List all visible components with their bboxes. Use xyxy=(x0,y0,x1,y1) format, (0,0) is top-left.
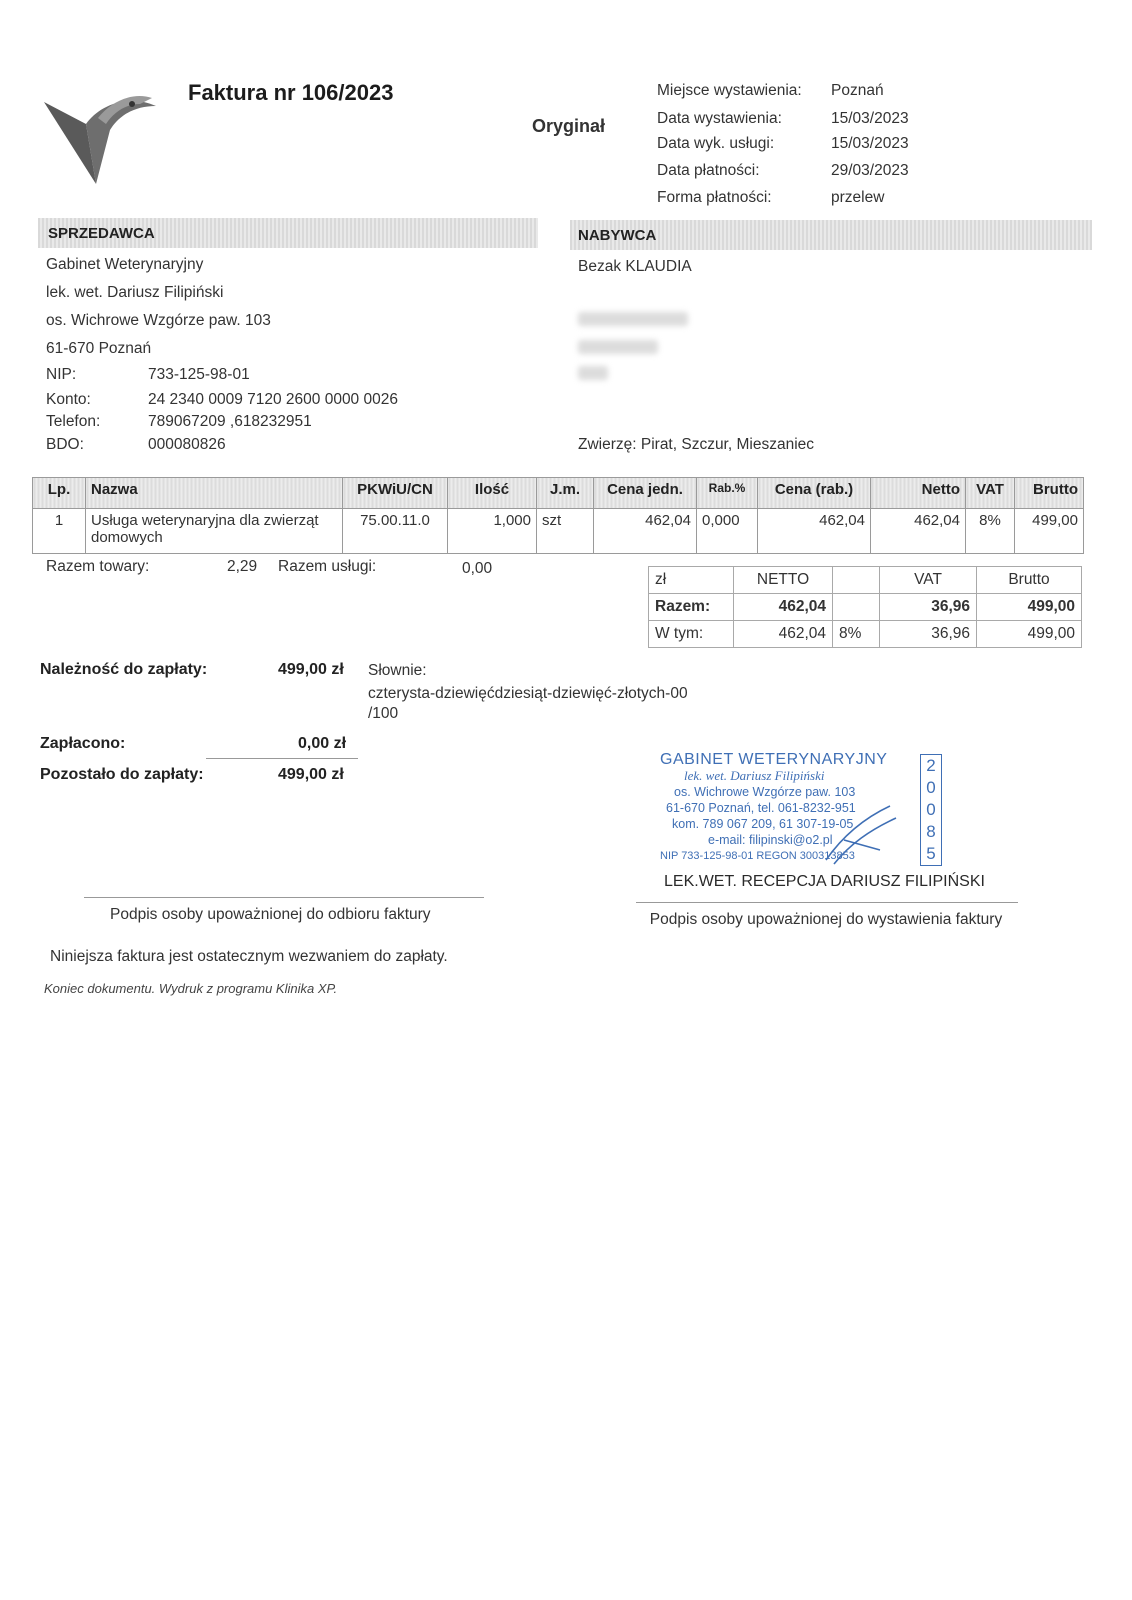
final-notice: Niniejsza faktura jest ostatecznym wezwaniem do zapłaty. xyxy=(50,948,448,965)
redacted-address xyxy=(578,340,658,354)
col-header: Brutto xyxy=(1015,478,1084,509)
paid-label: Zapłacono: xyxy=(40,735,126,752)
table-row: Razem: 462,04 36,96 499,00 xyxy=(649,594,1082,621)
remaining-value: 499,00 zł xyxy=(278,766,344,783)
redacted-address xyxy=(578,366,608,380)
issuer-signature-label: Podpis osoby upoważnionej do wystawienia faktury xyxy=(649,911,1003,928)
seller-line: lek. wet. Dariusz Filipiński xyxy=(46,284,224,301)
buyer-name: Bezak KLAUDIA xyxy=(578,258,692,275)
amount-due-label: Należność do zapłaty: xyxy=(40,661,208,678)
seller-phone-label: Telefon: xyxy=(46,413,101,430)
amount-due-value: 499,00 zł xyxy=(278,661,344,678)
col-header: PKWiU/CN xyxy=(343,478,448,509)
issuer-signature-line xyxy=(636,902,1018,903)
seller-account-value: 24 2340 0009 7120 2600 0000 0026 xyxy=(148,391,398,408)
col-header: J.m. xyxy=(537,478,594,509)
amount-words-value: czterysta-dziewięćdziesiąt-dziewięć-złotych-00 /100 xyxy=(368,685,688,722)
table-row: 1 Usługa weterynaryjna dla zwierząt domowych 75.00.11.0 1,000 szt 462,04 0,000 462,04 462,04 8% 499,00 xyxy=(33,509,1084,554)
seller-nip-value: 733-125-98-01 xyxy=(148,366,250,383)
buyer-heading: NABYWCA xyxy=(578,227,657,244)
clinic-stamp: GABINET WETERYNARYJNY lek. wet. Dariusz Filipiński os. Wichrowe Wzgórze paw. 103 61-670 Poznań, tel. 061-8232-951 kom. 789 067 209, 61 307-19-05 e-mail: filipinski@o2.pl NIP 733-125-98-01 REGON 300313853 xyxy=(660,751,888,862)
end-note: Koniec dokumentu. Wydruk z programu Klinika XP. xyxy=(44,981,338,996)
paid-underline xyxy=(206,758,358,759)
remaining-label: Pozostało do zapłaty: xyxy=(40,766,204,783)
items-header-row xyxy=(33,478,1084,509)
vat-summary-table xyxy=(648,566,1082,648)
signature-scribble xyxy=(820,800,900,870)
col-header: VAT xyxy=(966,478,1015,509)
seller-heading: SPRZEDAWCA xyxy=(48,225,155,242)
copy-label: Oryginał xyxy=(532,116,606,136)
stamp-digits: 2 0 0 8 5 xyxy=(920,754,942,866)
issuer-name-print: LEK.WET. RECEPCJA DARIUSZ FILIPIŃSKI xyxy=(664,873,985,890)
redacted-address xyxy=(578,312,688,326)
buyer-heading-band xyxy=(570,220,1092,250)
clinic-logo xyxy=(40,84,160,192)
seller-heading-band xyxy=(38,218,538,248)
receiver-signature-line xyxy=(84,897,484,898)
seller-phone-value: 789067209 ,618232951 xyxy=(148,413,312,430)
invoice-title: Faktura nr 106/2023 xyxy=(188,80,394,105)
goods-total-label: Razem towary: xyxy=(46,558,150,575)
seller-line: os. Wichrowe Wzgórze paw. 103 xyxy=(46,312,271,329)
seller-line: 61-670 Poznań xyxy=(46,340,152,357)
col-header: Netto xyxy=(871,478,966,509)
items-table xyxy=(32,477,1084,554)
col-header: Cena (rab.) xyxy=(758,478,871,509)
services-total-value: 0,00 xyxy=(462,560,493,577)
goods-total-value: 2,29 xyxy=(227,558,258,575)
seller-nip-label: NIP: xyxy=(46,366,77,383)
receiver-signature-label: Podpis osoby upoważnionej do odbioru faktury xyxy=(110,906,431,923)
col-header: Nazwa xyxy=(86,478,343,509)
services-total-label: Razem usługi: xyxy=(278,558,377,575)
col-header: Ilość xyxy=(448,478,537,509)
summary-header-row: zł NETTO VAT Brutto xyxy=(649,567,1082,594)
buyer-animals: Zwierzę: Pirat, Szczur, Mieszaniec xyxy=(578,436,815,453)
amount-words-label: Słownie: xyxy=(368,662,427,679)
col-header: Cena jedn. xyxy=(594,478,697,509)
col-header: Rab.% xyxy=(697,478,758,509)
seller-bdo-label: BDO: xyxy=(46,436,84,453)
table-row: W tym: 462,04 8% 36,96 499,00 xyxy=(649,621,1082,648)
paid-value: 0,00 zł xyxy=(298,735,347,752)
seller-account-label: Konto: xyxy=(46,391,91,408)
seller-bdo-value: 000080826 xyxy=(148,436,226,453)
seller-line: Gabinet Weterynaryjny xyxy=(46,256,204,273)
col-header: Lp. xyxy=(33,478,86,509)
